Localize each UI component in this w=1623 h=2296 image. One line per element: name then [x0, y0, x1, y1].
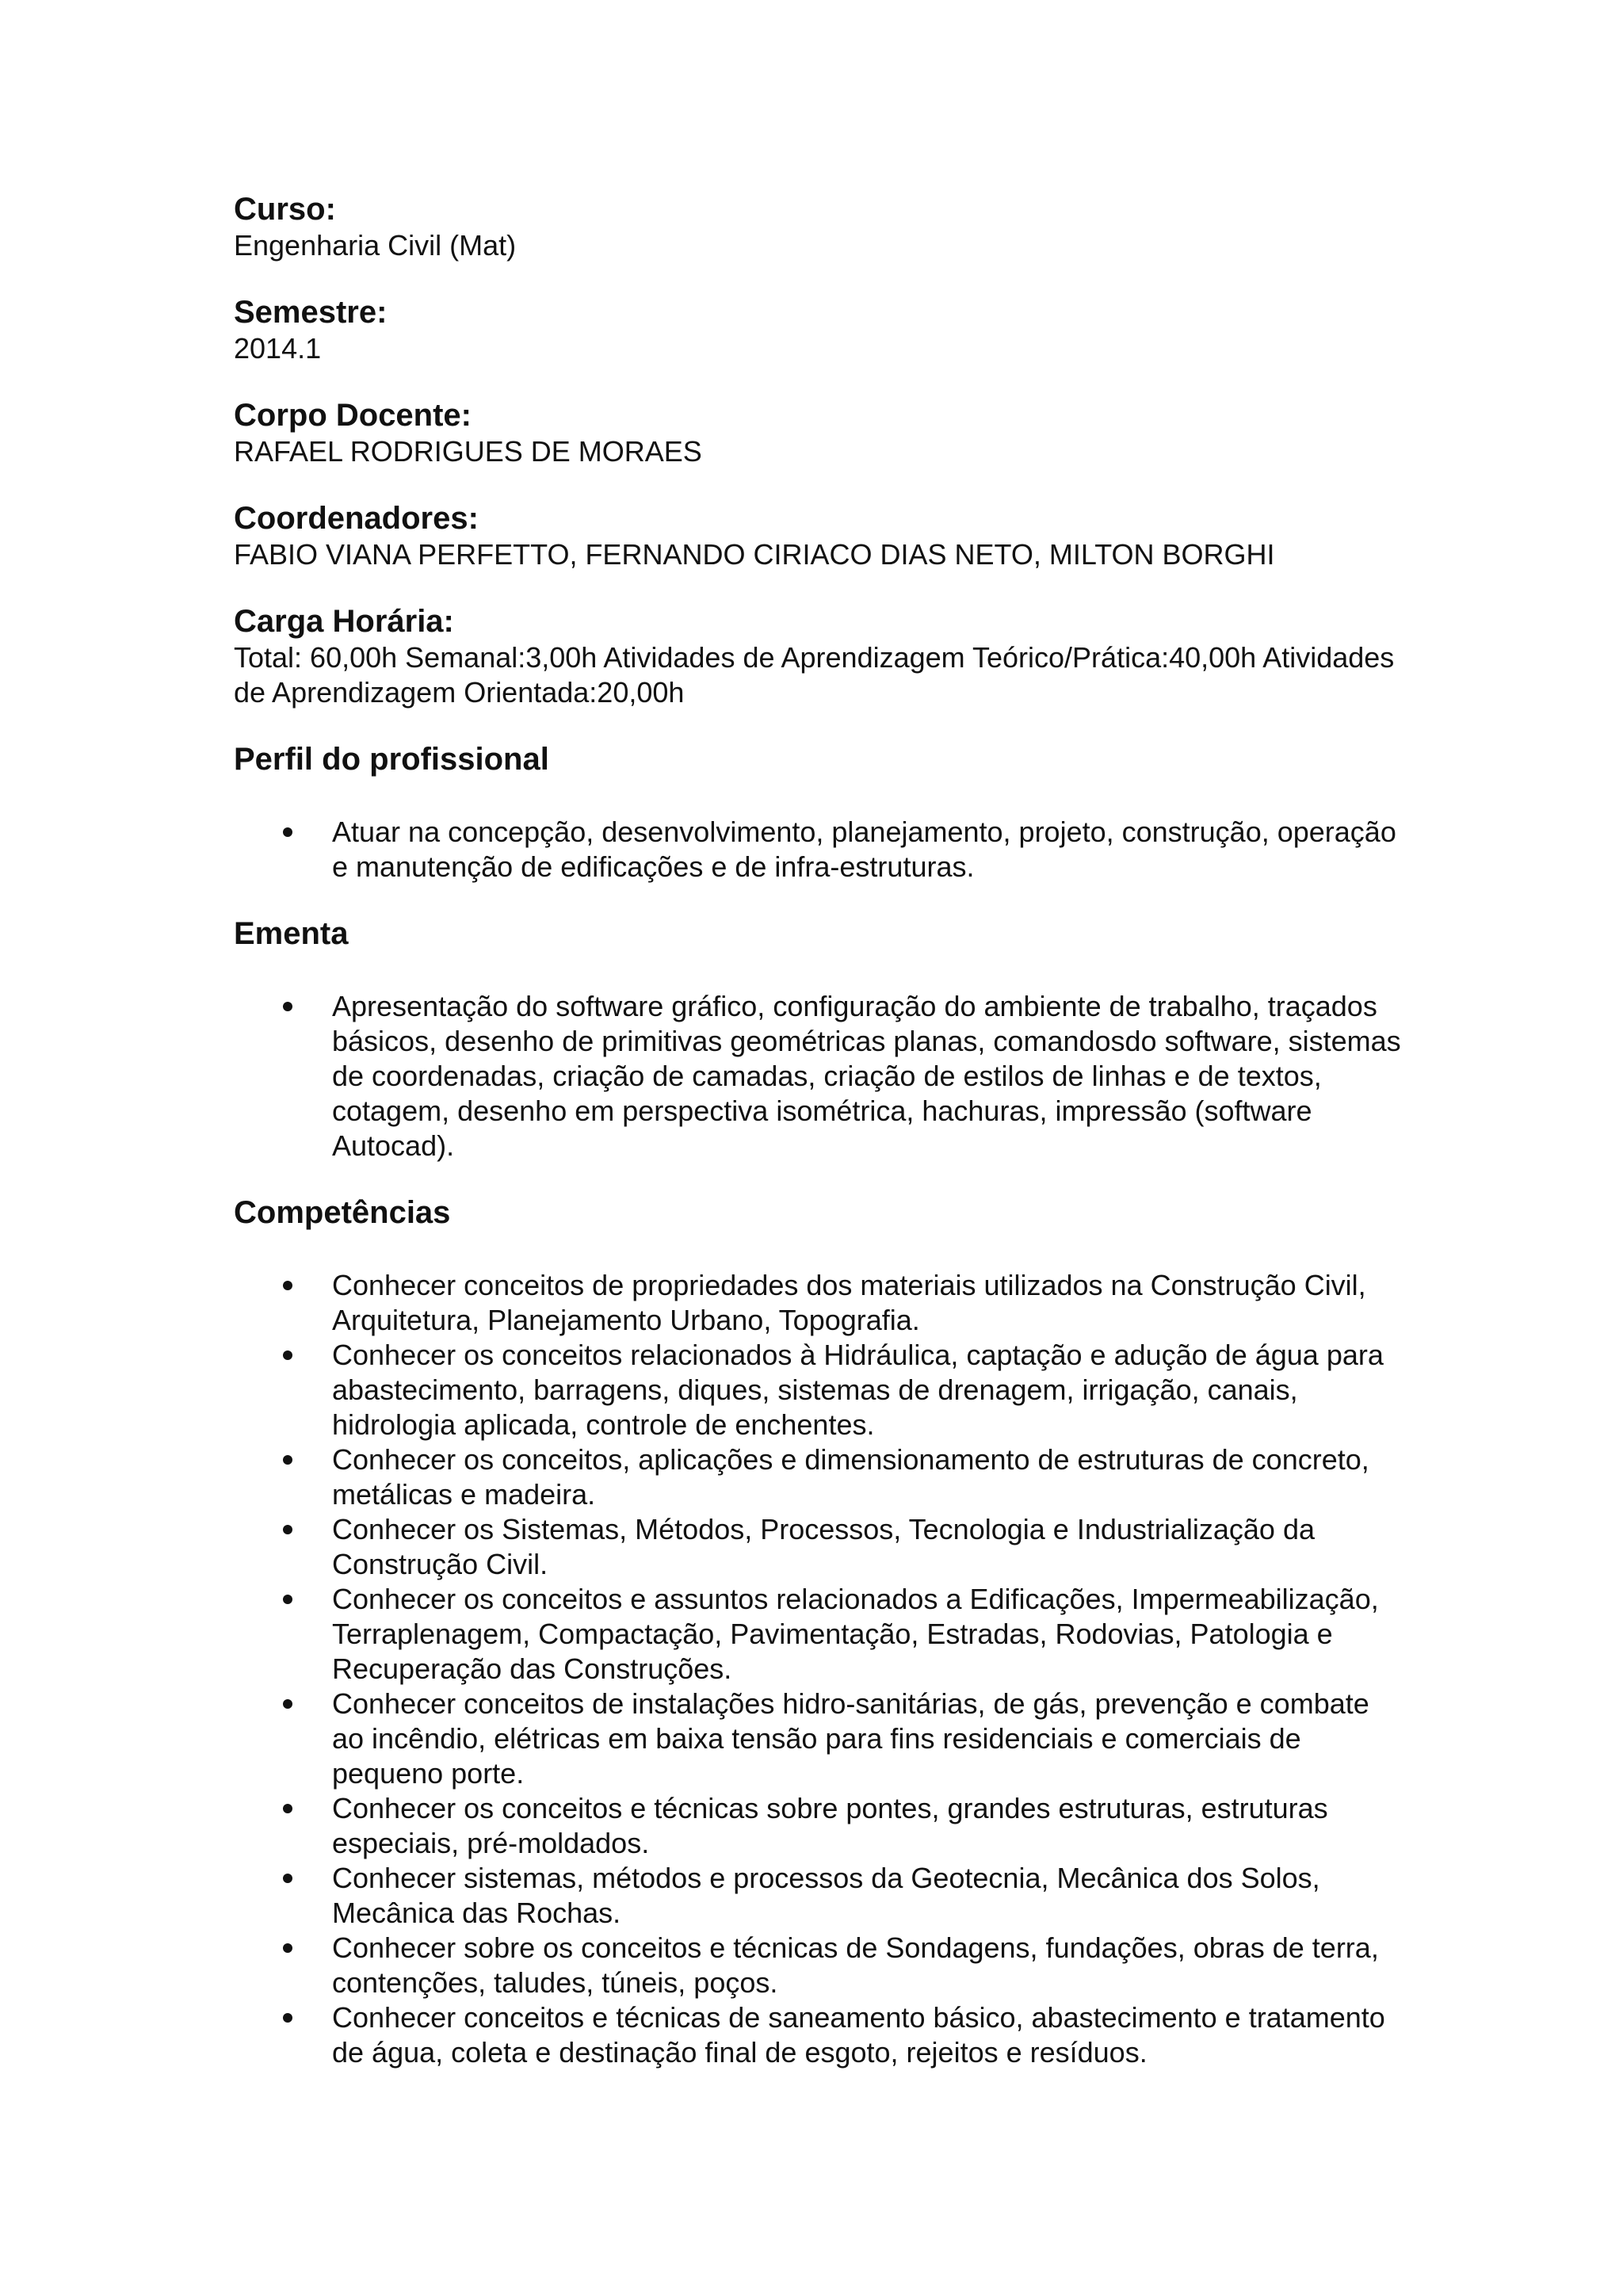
bullet-icon [283, 1525, 292, 1534]
bullet-icon [283, 2013, 292, 2023]
list-item-text: Conhecer sobre os conceitos e técnicas de Sondagens, fundações, obras de terra, contenções, taludes, túneis, poços. [332, 1931, 1379, 1999]
list-item [234, 1931, 1407, 2000]
section-competencias [234, 1194, 1407, 2070]
list-item-text: Atuar na concepção, desenvolvimento, planejamento, projeto, construção, operação e manutenção de edificações e de infra-estruturas. [332, 816, 1396, 883]
bullet-icon [283, 1281, 292, 1290]
field-value: 2014.1 [234, 332, 322, 365]
list-item-text: Conhecer os conceitos e assuntos relacionados a Edificações, Impermeabilização, Terraplenagem, Compactação, Pavimentação, Estradas, Rodovias, Patologia e Recuperação das Construções. [332, 1583, 1379, 1685]
bullet-icon [283, 1455, 292, 1465]
list-item [234, 1861, 1407, 1931]
bullet-icon [283, 827, 292, 837]
field-value: FABIO VIANA PERFETTO, FERNANDO CIRIACO DIAS NETO, MILTON BORGHI [234, 538, 1275, 571]
field-label: Corpo Docente: [234, 398, 472, 433]
list-item [234, 1512, 1407, 1582]
list-item-text: Conhecer conceitos de instalações hidro-sanitárias, de gás, prevenção e combate ao incêndio, elétricas em baixa tensão para fins residenciais e comerciais de pequeno porte. [332, 1687, 1369, 1790]
list-item-text: Conhecer os conceitos, aplicações e dimensionamento de estruturas de concreto, metálicas e madeira. [332, 1443, 1369, 1511]
field-label: Semestre: [234, 295, 388, 330]
list-item [234, 989, 1407, 1163]
section-ementa [234, 915, 1407, 1163]
list-item-text: Conhecer os conceitos relacionados à Hidráulica, captação e adução de água para abastecimento, barragens, diques, sistemas de drenagem, irrigação, canais, hidrologia aplicada, controle de enchentes. [332, 1339, 1384, 1441]
list-item [234, 1582, 1407, 1687]
section-title: Perfil do profissional [234, 742, 549, 777]
section-title: Competências [234, 1195, 451, 1230]
list-item [234, 815, 1407, 884]
bullet-icon [283, 1699, 292, 1709]
list-item-text: Conhecer os Sistemas, Métodos, Processos, Tecnologia e Industrialização da Construção Civil. [332, 1513, 1315, 1580]
bullet-list [234, 989, 1407, 1163]
list-item [234, 1268, 1407, 1338]
field-corpo-docente [234, 396, 1407, 469]
list-item [234, 1442, 1407, 1512]
list-item [234, 2000, 1407, 2070]
bullet-icon [283, 1804, 292, 1813]
bullet-icon [283, 1874, 292, 1883]
list-item-text: Conhecer conceitos e técnicas de saneamento básico, abastecimento e tratamento de água, coleta e destinação final de esgoto, rejeitos e resíduos. [332, 2001, 1385, 2069]
field-value: Total: 60,00h Semanal:3,00h Atividades de Aprendizagem Teórico/Prática:40,00h Atividades de Aprendizagem Orientada:20,00h [234, 641, 1395, 709]
list-item-text: Conhecer os conceitos e técnicas sobre pontes, grandes estruturas, estruturas especiais, pré-moldados. [332, 1792, 1328, 1859]
field-label: Carga Horária: [234, 604, 454, 639]
bullet-icon [283, 1595, 292, 1604]
list-item-text: Conhecer sistemas, métodos e processos da Geotecnia, Mecânica dos Solos, Mecânica das Rochas. [332, 1862, 1320, 1929]
list-item [234, 1687, 1407, 1791]
bullet-icon [283, 1002, 292, 1011]
field-value: Engenharia Civil (Mat) [234, 229, 517, 262]
field-value: RAFAEL RODRIGUES DE MORAES [234, 435, 702, 468]
bullet-icon [283, 1350, 292, 1360]
field-carga-horaria [234, 602, 1407, 710]
field-semestre [234, 293, 1407, 366]
bullet-list [234, 1268, 1407, 2070]
field-coordenadores [234, 499, 1407, 572]
bullet-icon [283, 1943, 292, 1953]
list-item-text: Conhecer conceitos de propriedades dos materiais utilizados na Construção Civil, Arquitetura, Planejamento Urbano, Topografia. [332, 1269, 1366, 1336]
list-item [234, 1791, 1407, 1861]
section-perfil-profissional [234, 740, 1407, 884]
field-curso [234, 190, 1407, 263]
field-label: Curso: [234, 192, 336, 227]
list-item-text: Apresentação do software gráfico, configuração do ambiente de trabalho, traçados básicos, desenho de primitivas geométricas planas, comandosdo software, sistemas de coordenadas, criação de camadas, criação de estilos de linhas e de textos, cotagem, desenho em perspectiva isométrica, hachuras, impressão (software Autocad). [332, 990, 1401, 1162]
document-page [234, 190, 1407, 2100]
section-title: Ementa [234, 916, 349, 951]
bullet-list [234, 815, 1407, 884]
list-item [234, 1338, 1407, 1442]
field-label: Coordenadores: [234, 501, 479, 536]
